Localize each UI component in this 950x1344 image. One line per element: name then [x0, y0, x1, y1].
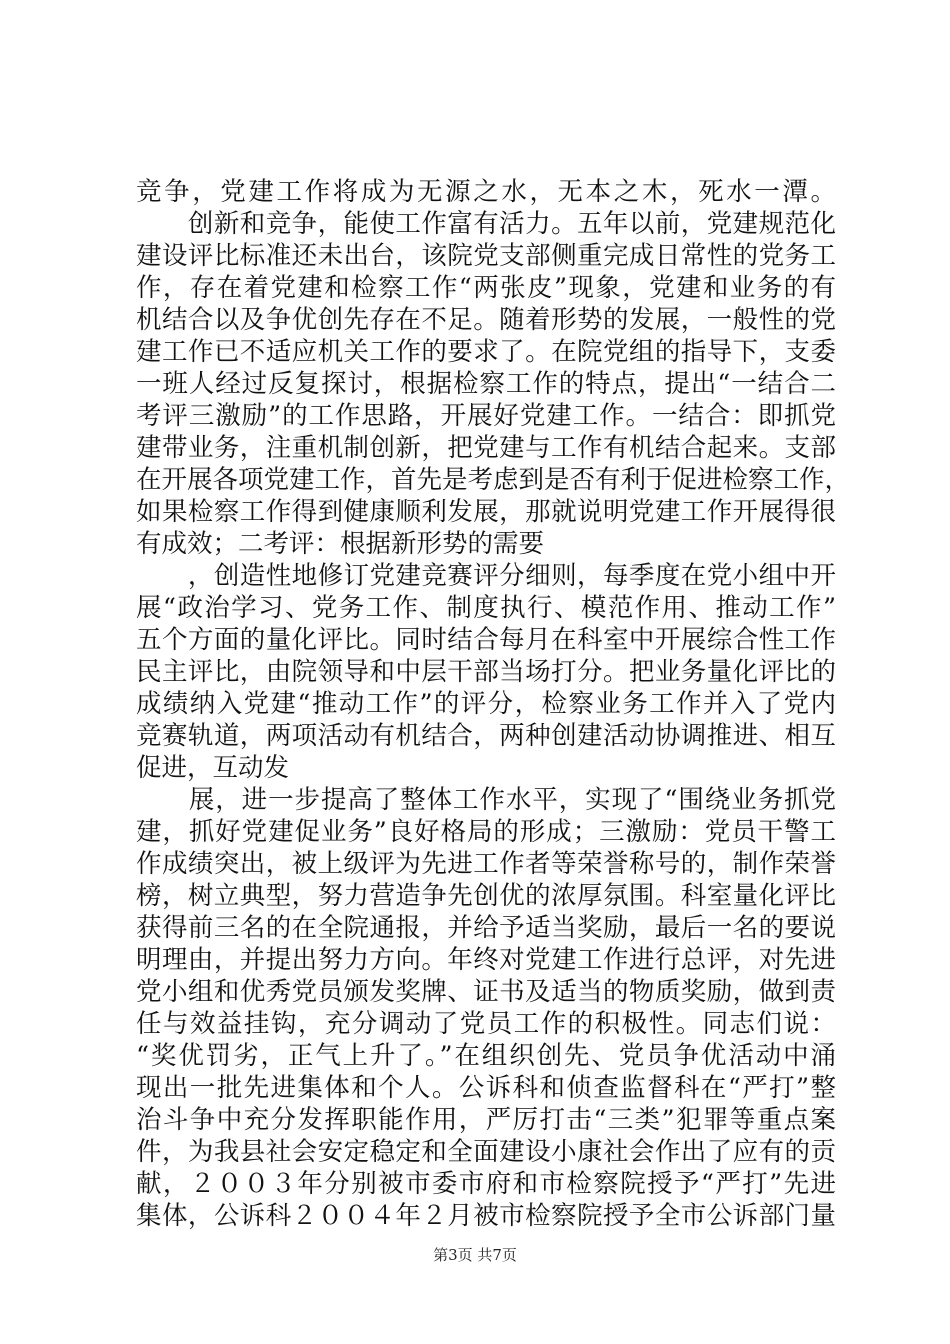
- text-line: 获得前三名的在全院通报，并给予适当奖励，最后一名的要说: [136, 913, 836, 943]
- text-line: “奖优罚劣，正气上升了。”在组织创先、党员争优活动中涌: [136, 1041, 836, 1071]
- text-line: 机结合以及争优创先存在不足。随着形势的发展，一般性的党: [136, 305, 836, 335]
- text-line: 创新和竞争，能使工作富有活力。五年以前，党建规范化: [136, 209, 836, 239]
- text-line: 有成效；二考评：根据新形势的需要: [136, 529, 545, 559]
- text-line: 治斗争中充分发挥职能作用，严厉打击“三类”犯罪等重点案: [136, 1105, 836, 1135]
- text-line: 竞争，党建工作将成为无源之水，无本之木，死水一潭。: [136, 177, 836, 207]
- text-line: 集体，公诉科２００４年２月被市检察院授予全市公诉部门量: [136, 1201, 836, 1231]
- text-line: 建带业务，注重机制创新，把党建与工作有机结合起来。支部: [136, 433, 836, 463]
- text-line: 榜，树立典型，努力营造争先创优的浓厚氛围。科室量化评比: [136, 881, 836, 911]
- text-line: 展“政治学习、党务工作、制度执行、模范作用、推动工作”: [136, 593, 836, 623]
- text-line: 件，为我县社会安定稳定和全面建设小康社会作出了应有的贡: [136, 1137, 836, 1167]
- text-line: 作成绩突出，被上级评为先进工作者等荣誉称号的，制作荣誉: [136, 849, 836, 879]
- text-line: 成绩纳入党建“推动工作”的评分，检察业务工作并入了党内: [136, 689, 836, 719]
- text-line: 一班人经过反复探讨，根据检察工作的特点，提出“一结合二: [136, 369, 836, 399]
- text-line: 党小组和优秀党员颁发奖牌、证书及适当的物质奖励，做到责: [136, 977, 836, 1007]
- text-line: 献，２００３年分别被市委市府和市检察院授予“严打”先进: [136, 1169, 836, 1199]
- text-line: 考评三激励”的工作思路，开展好党建工作。一结合：即抓党: [136, 401, 836, 431]
- text-line: 展，进一步提高了整体工作水平，实现了“围绕业务抓党: [136, 785, 836, 815]
- text-line: 促进，互动发: [136, 753, 290, 783]
- text-line: 民主评比，由院领导和中层干部当场打分。把业务量化评比的: [136, 657, 836, 687]
- text-line: 作，存在着党建和检察工作“两张皮”现象，党建和业务的有: [136, 273, 836, 303]
- text-line: 建工作已不适应机关工作的要求了。在院党组的指导下，支委: [136, 337, 836, 367]
- text-line: 现出一批先进集体和个人。公诉科和侦查监督科在“严打”整: [136, 1073, 836, 1103]
- text-line: ，创造性地修订党建竞赛评分细则，每季度在党小组中开: [136, 561, 836, 591]
- page-number-footer: 第3页 共7页: [433, 1246, 517, 1264]
- text-line: 建设评比标准还未出台，该院党支部侧重完成日常性的党务工: [136, 241, 836, 271]
- text-line: 五个方面的量化评比。同时结合每月在科室中开展综合性工作: [136, 625, 836, 655]
- text-line: 竞赛轨道，两项活动有机结合，两种创建活动协调推进、相互: [136, 721, 836, 751]
- text-line: 如果检察工作得到健康顺利发展，那就说明党建工作开展得很: [136, 497, 836, 527]
- text-line: 在开展各项党建工作，首先是考虑到是否有利于促进检察工作，: [136, 465, 851, 495]
- text-line: 建，抓好党建促业务”良好格局的形成；三激励：党员干警工: [136, 817, 836, 847]
- text-line: 明理由，并提出努力方向。年终对党建工作进行总评，对先进: [136, 945, 836, 975]
- text-line: 任与效益挂钩，充分调动了党员工作的积极性。同志们说：: [136, 1009, 836, 1039]
